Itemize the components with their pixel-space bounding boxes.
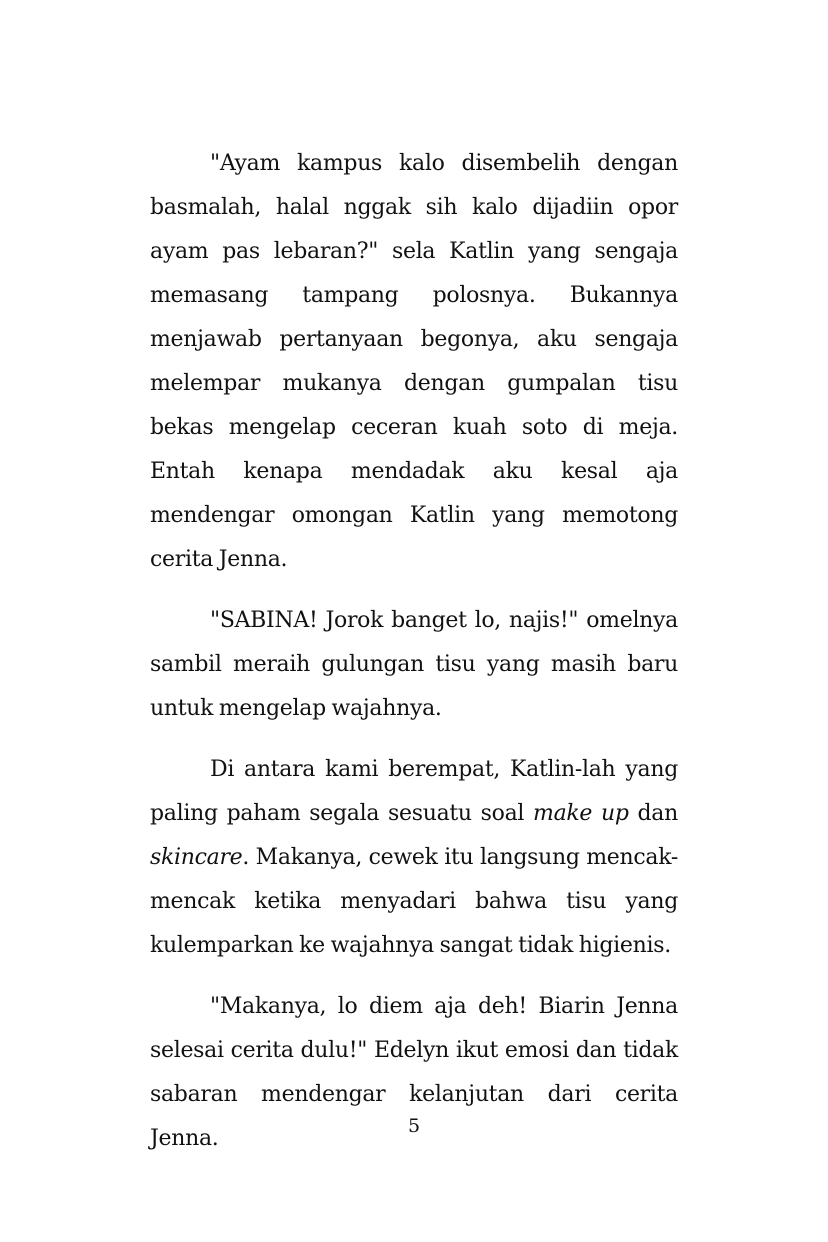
paragraph-3-text-c: . Makanya, cewek itu langsung mencak-mencak ketika menyadari bahwa tisu yang kulemparkan ke wajahnya sangat tidak higienis. <box>150 845 678 958</box>
paragraph-3-text-b: dan <box>628 801 678 826</box>
paragraph-1-text: "Ayam kampus kalo disembelih dengan basmalah, halal nggak sih kalo dijadiin opor ayam pas lebaran?" sela Katlin yang sengaja memasang tampang polosnya. Bukannya menjawab pertanyaan begonya, aku sengaja melempar mukanya dengan gumpalan tisu bekas mengelap ceceran kuah soto di meja. Entah kenapa mendadak aku kesal aja mendengar omongan Katlin yang memotong cerita Jenna. <box>150 151 678 572</box>
paragraph-2 <box>150 599 678 731</box>
paragraph-3-text-a: Di antara kami berempat, Katlin-lah yang paling paham segala sesuatu soal <box>150 757 678 826</box>
paragraph-1 <box>150 142 678 582</box>
page-number: 5 <box>407 1115 421 1137</box>
italic-term-skincare: skincare <box>150 845 243 870</box>
paragraph-2-text: "SABINA! Jorok banget lo, najis!" omelnya sambil meraih gulungan tisu yang masih baru untuk mengelap wajahnya. <box>150 608 678 721</box>
page-body <box>150 142 678 1178</box>
paragraph-4-text: "Makanya, lo diem aja deh! Biarin Jenna selesai cerita dulu!" Edelyn ikut emosi dan tidak sabaran mendengar kelanjutan dari cerita Jenna. <box>150 994 678 1151</box>
italic-term-make-up: make up <box>533 801 629 826</box>
paragraph-3 <box>150 748 678 968</box>
